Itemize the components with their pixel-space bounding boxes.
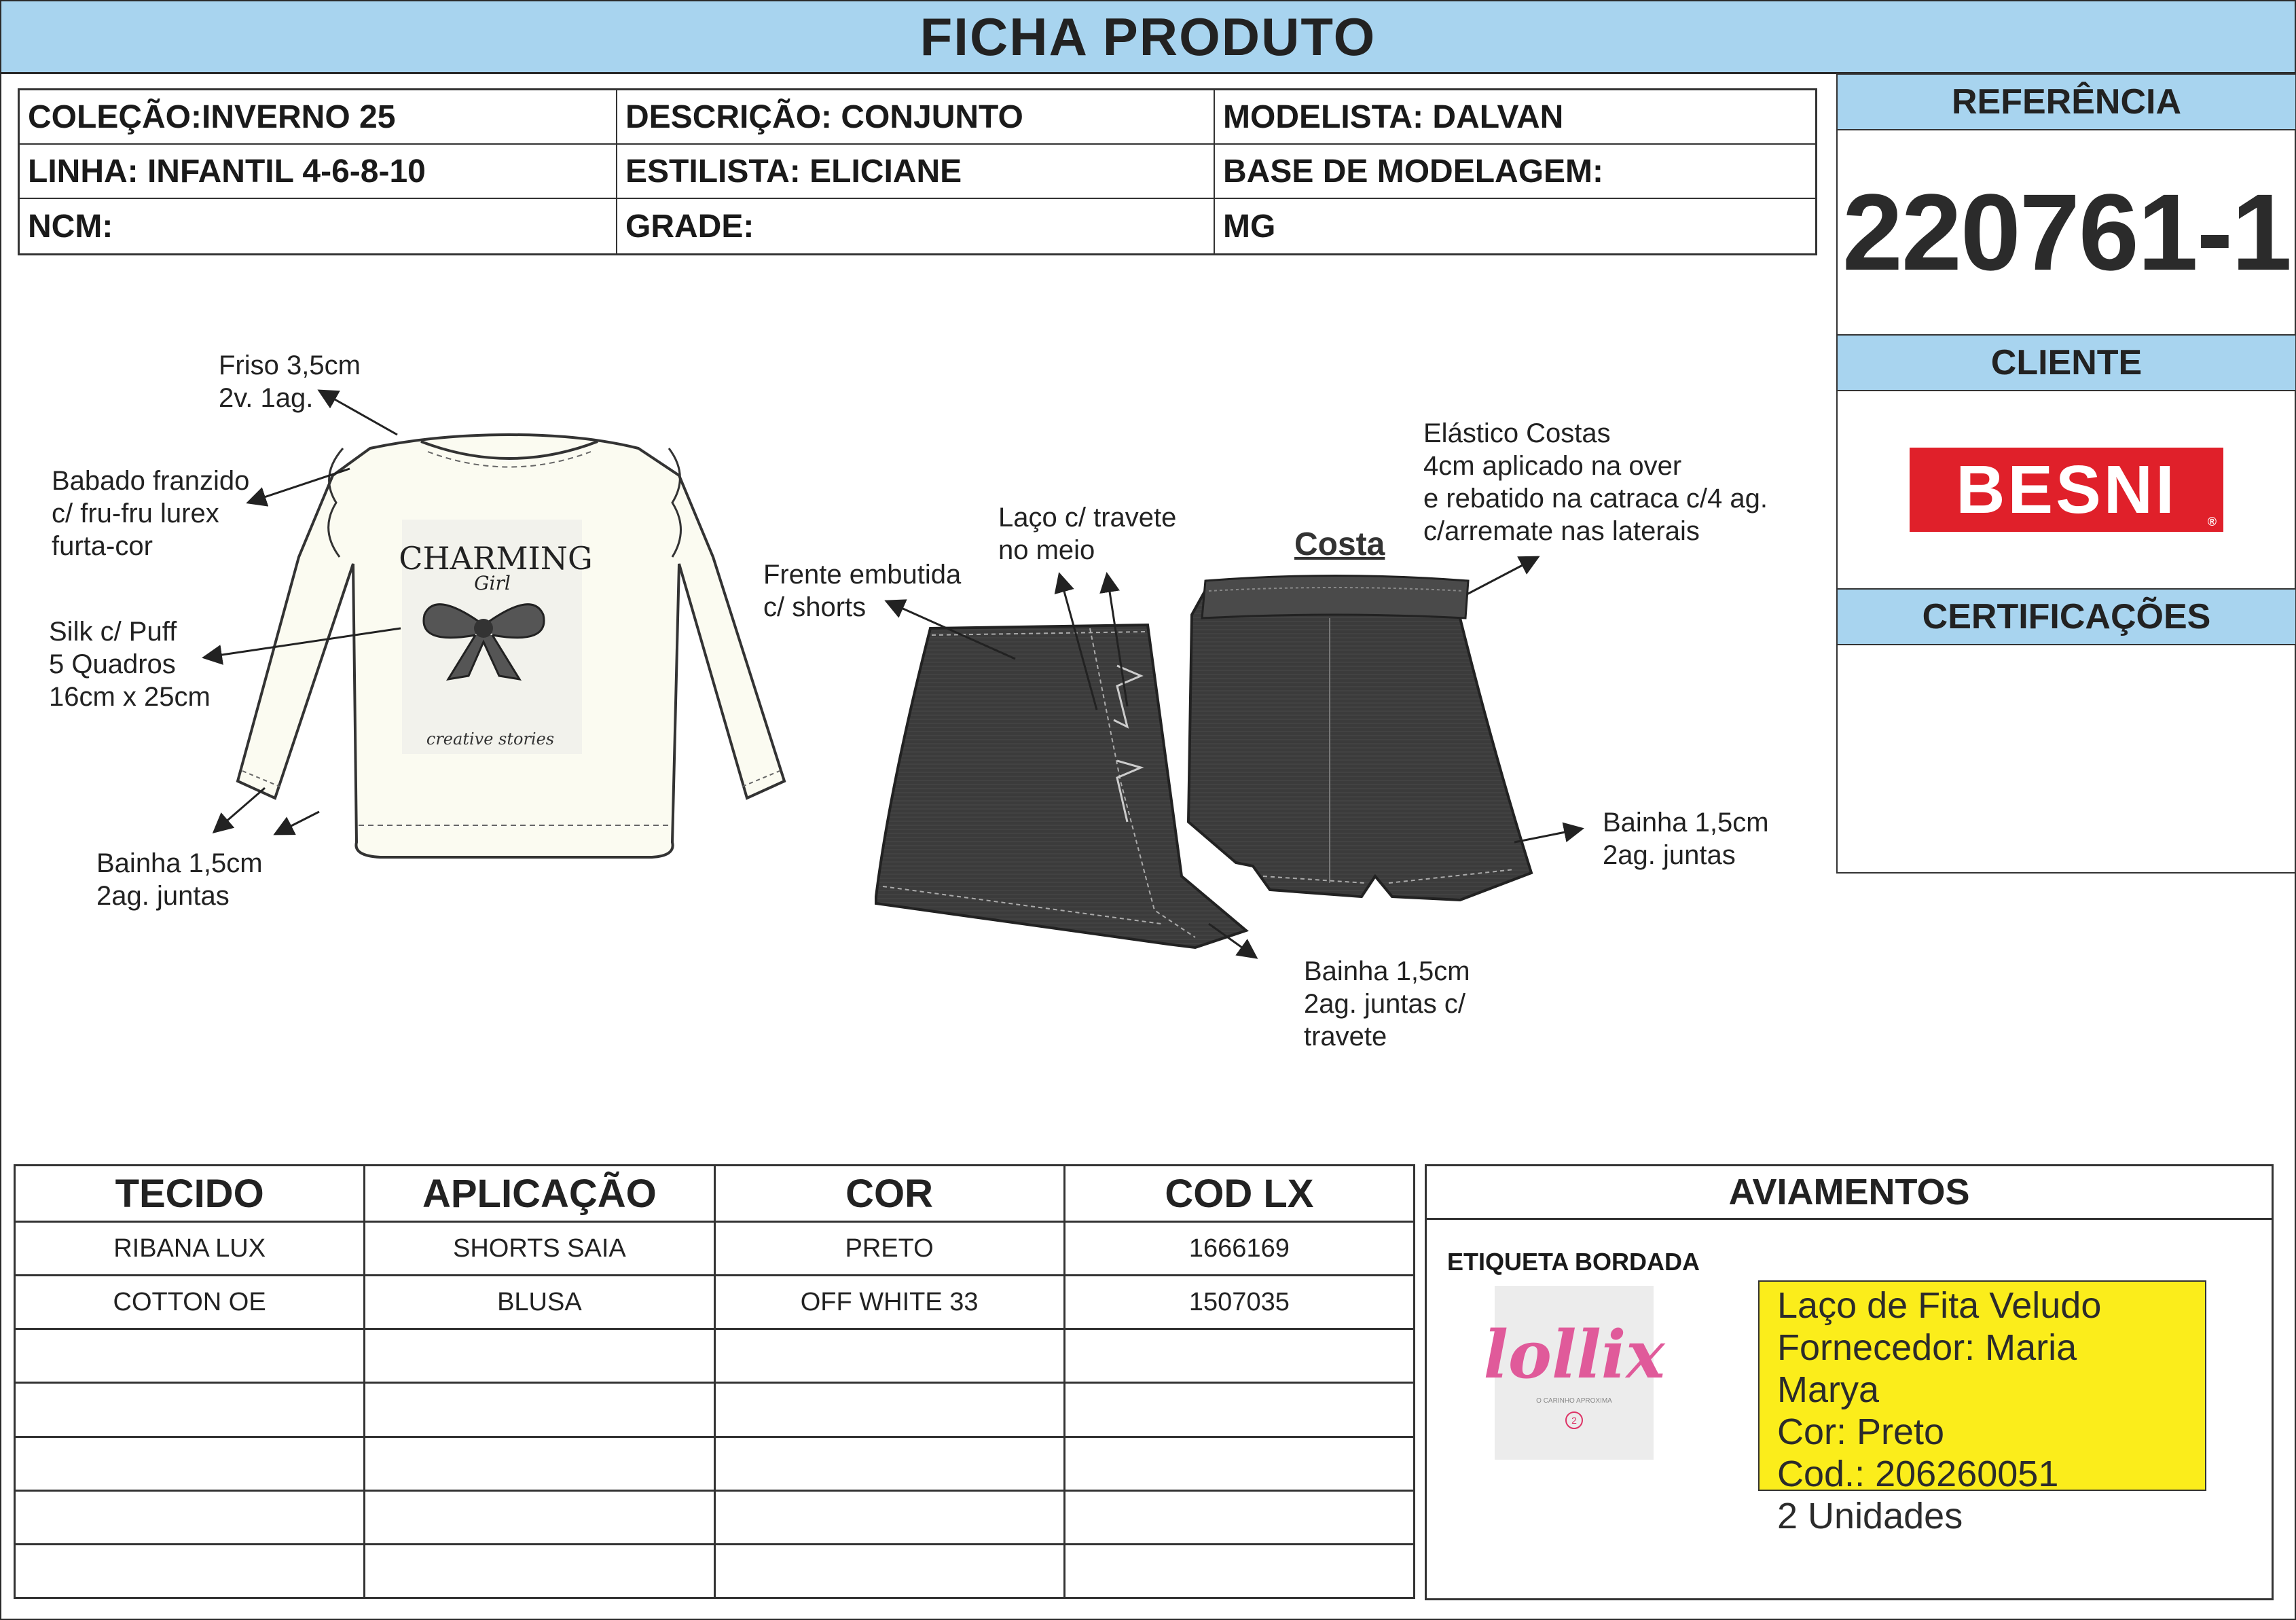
print-creative: creative stories [426, 730, 555, 749]
annotation-costa: Costa [1294, 526, 1385, 562]
referencia-value: 220761-1 [1842, 171, 2291, 293]
annotation-laco: Laço c/ travete no meio [998, 503, 1177, 565]
table-cell [365, 1329, 714, 1383]
fabric-table-header [15, 1166, 1415, 1222]
modelista-cell: MODELISTA: DALVAN [1215, 90, 1815, 145]
col-tecido: TECIDO [15, 1166, 365, 1222]
grade-cell: GRADE: [617, 199, 1215, 253]
table-cell: BLUSA [365, 1276, 714, 1329]
table-cell [15, 1383, 365, 1437]
aviamentos-title: AVIAMENTOS [1427, 1166, 2272, 1220]
table-cell [15, 1490, 365, 1544]
col-cod-lx: COD LX [1064, 1166, 1414, 1222]
table-cell [714, 1383, 1064, 1437]
note-line: Cod.: 206260051 [1777, 1454, 2059, 1494]
table-cell: RIBANA LUX [15, 1222, 365, 1276]
table-cell [714, 1329, 1064, 1383]
etiqueta-label: ETIQUETA BORDADA [1447, 1248, 1700, 1276]
table-cell [1064, 1383, 1414, 1437]
colecao-cell: COLEÇÃO:INVERNO 25 [20, 90, 617, 145]
table-row [15, 1437, 1415, 1490]
table-cell [15, 1437, 365, 1490]
note-line: 2 Unidades [1777, 1496, 1963, 1536]
linha-cell: LINHA: INFANTIL 4-6-8-10 [20, 145, 617, 199]
descricao-cell: DESCRIÇÃO: CONJUNTO [617, 90, 1215, 145]
annotation-friso: Friso 3,5cm 2v. 1ag. [219, 350, 361, 413]
table-cell [365, 1544, 714, 1598]
table-cell [365, 1383, 714, 1437]
table-cell [365, 1437, 714, 1490]
estilista-cell: ESTILISTA: ELICIANE [617, 145, 1215, 199]
table-cell [15, 1329, 365, 1383]
table-cell: COTTON OE [15, 1276, 365, 1329]
lollix-tagline: O CARINHO APROXIMA [1536, 1397, 1612, 1405]
note-line: Cor: Preto [1777, 1411, 1945, 1452]
table-cell: OFF WHITE 33 [714, 1276, 1064, 1329]
base-value-cell: MG [1223, 208, 1276, 245]
table-row [15, 1544, 1415, 1598]
table-row [15, 1276, 1415, 1329]
lollix-logo: lollix [1483, 1316, 1665, 1393]
table-cell [365, 1490, 714, 1544]
table-cell [714, 1544, 1064, 1598]
annotation-bainha-blusa: Bainha 1,5cm 2ag. juntas [96, 848, 263, 911]
blouse-drawing [238, 435, 784, 857]
table-row [15, 1222, 1415, 1276]
table-cell: 1666169 [1064, 1222, 1414, 1276]
note-line: Fornecedor: Maria Marya [1777, 1327, 2077, 1410]
table-cell [714, 1437, 1064, 1490]
table-cell: 1507035 [1064, 1276, 1414, 1329]
annotation-frente: Frente embutida c/ shorts [763, 560, 962, 622]
table-cell [714, 1490, 1064, 1544]
table-row [15, 1490, 1415, 1544]
referencia-label: REFERÊNCIA [1838, 73, 2295, 130]
table-row [15, 1383, 1415, 1437]
cliente-label: CLIENTE [1838, 334, 2295, 391]
table-row [15, 1329, 1415, 1383]
table-cell: PRETO [714, 1222, 1064, 1276]
aviamentos-box [1425, 1164, 2274, 1600]
base-modelagem-cell: BASE DE MODELAGEM: [1215, 145, 1815, 199]
col-aplicacao: APLICAÇÃO [365, 1166, 714, 1222]
col-cor: COR [714, 1166, 1064, 1222]
annotation-silk: Silk c/ Puff 5 Quadros 16cm x 25cm [49, 617, 211, 712]
page-title: FICHA PRODUTO [919, 6, 1377, 67]
certificacoes-label: CERTIFICAÇÕES [1838, 588, 2295, 645]
annotation-elastico: Elástico Costas 4cm aplicado na over e rebatido na catraca c/4 ag. c/arremate nas laterais [1423, 418, 1768, 546]
fabric-table [14, 1164, 1415, 1599]
ncm-cell: NCM: [20, 199, 617, 253]
table-cell [1064, 1329, 1414, 1383]
note-line: Laço de Fita Veludo [1777, 1285, 2102, 1326]
annotation-bainha-shorts-frente: Bainha 1,5cm 2ag. juntas c/ travete [1304, 956, 1470, 1051]
table-cell [1064, 1544, 1414, 1598]
table-cell [1064, 1490, 1414, 1544]
aviamento-note [1758, 1280, 2206, 1536]
skort-back-drawing [1188, 576, 1531, 901]
table-cell [1064, 1437, 1414, 1490]
besni-logo: BESNI ® [1910, 448, 2223, 532]
table-cell: SHORTS SAIA [365, 1222, 714, 1276]
print-charming: CHARMING [399, 540, 593, 577]
table-cell [15, 1544, 365, 1598]
lollix-number-badge: 2 [1565, 1411, 1583, 1429]
annotation-babado: Babado franzido c/ fru-fru lurex furta-cor [52, 466, 250, 561]
lollix-label-image [1483, 1286, 1665, 1460]
print-girl: Girl [474, 572, 511, 594]
annotation-bainha-shorts-lado: Bainha 1,5cm 2ag. juntas [1603, 808, 1769, 870]
